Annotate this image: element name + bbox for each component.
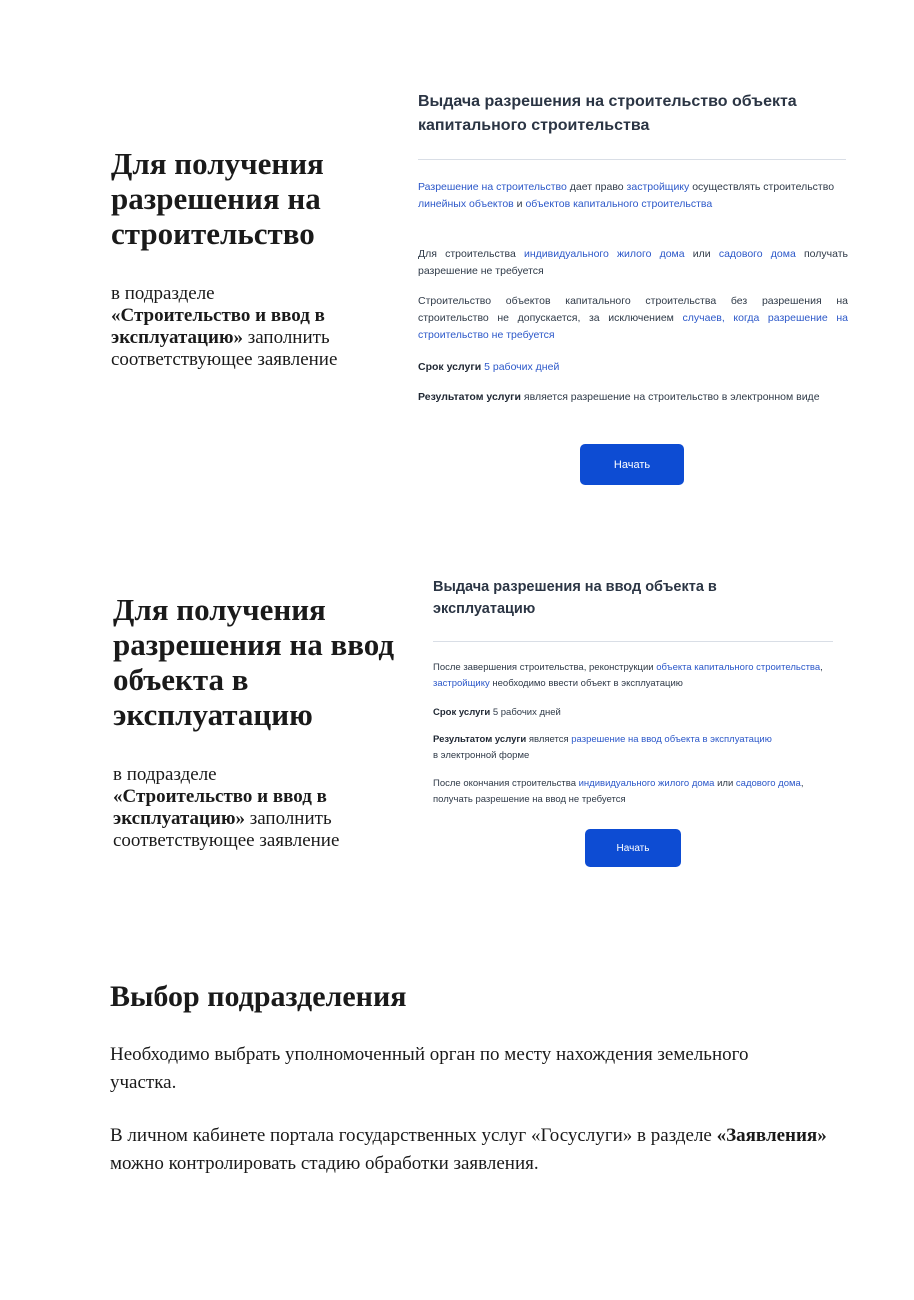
link-private-house-2[interactable]: индивидуального жилого дома <box>578 778 715 789</box>
block2-card-result: Результатом услуги является разрешение на ввод объекта в эксплуатацию в электронной форме <box>433 734 772 761</box>
block2-card-title: Выдача разрешения на ввод объекта в эксплуатацию <box>433 579 717 617</box>
link-garden-house[interactable]: садового дома <box>718 248 796 260</box>
link-capital-object[interactable]: объекта капитального строительства <box>656 662 821 673</box>
block2-sub-prefix: в подразделе <box>113 764 217 785</box>
section-para1: Необходимо выбрать уполномоченный орган по месту нахождения земельного участка. <box>110 1044 749 1093</box>
link-exceptions[interactable]: случаев, когда разрешение на строительство не требуется <box>418 312 849 341</box>
link-building-permit[interactable]: Разрешение на строительство <box>418 181 567 193</box>
term-value-2: 5 рабочих дней <box>490 707 561 718</box>
block1-card-p1: Разрешение на строительство дает право застройщику осуществлять строительство линейных объектов и объектов капитального строительства <box>418 181 835 210</box>
block1-card-p2: Для строительства индивидуального жилого дома или садового дома получать разрешение не требуется <box>418 248 848 277</box>
term-label: Срок услуги <box>418 361 482 373</box>
block2-heading <box>113 592 413 732</box>
block2-sub-suffix: заполнить соответствующее заявление <box>113 808 340 851</box>
block1-heading <box>111 146 371 251</box>
block1-card-p3: Строительство объектов капитального строительства без разрешения на строительство не допускается, за исключением случаев, когда разрешение на строительство не требуется <box>418 295 849 341</box>
block1-card-title: Выдача разрешения на строительство объекта капитального строительства <box>418 93 797 134</box>
block2-heading-line2: разрешения на ввод <box>113 627 395 662</box>
block1-card-term <box>418 359 848 376</box>
block1-heading-line1: Для получения <box>111 146 324 181</box>
link-capital-objects[interactable]: объектов капитального строительства <box>525 198 713 210</box>
block2-start-button[interactable]: Начать <box>585 829 681 867</box>
block1-start-button[interactable]: Начать <box>580 444 684 485</box>
section-heading: Выбор подразделения <box>110 980 407 1013</box>
block1-card-divider <box>418 159 846 160</box>
term-value: 5 рабочих дней <box>481 361 560 373</box>
block1-service-card <box>418 90 848 490</box>
term-label-2: Срок услуги <box>433 707 491 718</box>
block1-sub-prefix: в подразделе <box>111 283 215 304</box>
block2-card-divider <box>433 641 833 642</box>
block2-card-p4: После окончания строительства индивидуального жилого дома или садового дома, получать разрешение на ввод не требуется <box>433 778 804 805</box>
link-commissioning-permit[interactable]: разрешение на ввод объекта в эксплуатацию <box>571 734 772 745</box>
section-para2: В личном кабинете портала государственных услуг «Госуслуги» в разделе «Заявления» можно контролировать стадию обработки заявления. <box>110 1125 827 1174</box>
block2-subtext <box>113 764 393 852</box>
block1-heading-line3: строительство <box>111 216 315 251</box>
link-developer-2[interactable]: застройщику <box>433 678 490 689</box>
link-private-house[interactable]: индивидуального жилого дома <box>523 248 685 260</box>
block2-service-card <box>433 576 833 871</box>
block1-sub-suffix: заполнить соответствующее заявление <box>111 327 338 370</box>
link-developer[interactable]: застройщику <box>626 181 690 193</box>
block2-sub-bold: «Строительство и ввод в эксплуатацию» <box>113 786 327 829</box>
block2-card-p1: После завершения строительства, реконструкции объекта капитального строительства, застройщику необходимо ввести объект в эксплуатацию <box>433 662 823 689</box>
applications-section-name: «Заявления» <box>716 1125 827 1146</box>
result-label-2: Результатом услуги <box>433 734 527 745</box>
block2-card-term <box>433 705 833 721</box>
block2-heading-line3: объекта в <box>113 662 249 697</box>
link-linear-objects[interactable]: линейных объектов <box>418 198 514 210</box>
block2-heading-line1: Для получения <box>113 592 326 627</box>
link-garden-house-2[interactable]: садового дома <box>735 778 801 789</box>
block2-heading-line4: эксплуатацию <box>113 697 313 732</box>
block1-heading-line2: разрешения на <box>111 181 321 216</box>
result-label: Результатом услуги <box>418 391 522 403</box>
block1-subtext <box>111 283 391 371</box>
block1-sub-bold: «Строительство и ввод в эксплуатацию» <box>111 305 325 348</box>
block1-card-result: Результатом услуги является разрешение на строительство в электронном виде <box>418 391 820 403</box>
